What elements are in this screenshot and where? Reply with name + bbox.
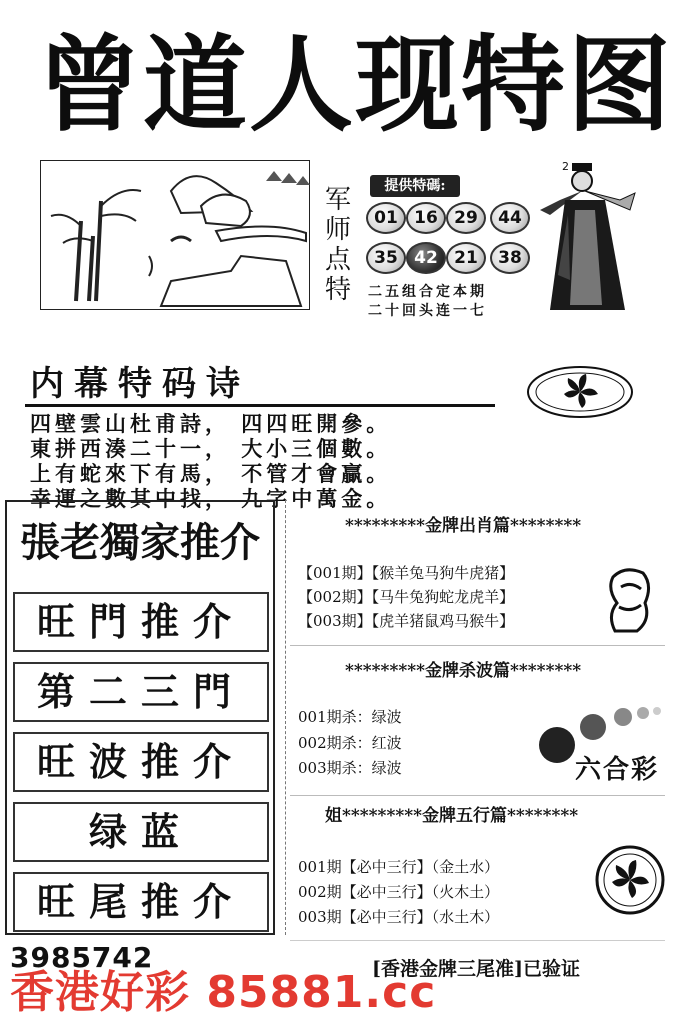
page-title: 曾道人现特图: [36, 23, 673, 146]
wave-entry: 001期杀：绿波: [298, 708, 402, 726]
bauhinia-emblem-bottom: [595, 845, 665, 915]
poem-line: 東拼西湊二十一， 大小三個數。: [30, 436, 392, 461]
elements-entry: 001期【必中三行】（金土水）: [298, 858, 500, 876]
zodiac-entry: 【003期】【虎羊猪鼠鸡马猴牛】: [298, 612, 515, 630]
wave-section-title: *********金牌杀波篇********: [345, 661, 582, 681]
hint-line: 二五组合定本期: [368, 284, 487, 300]
robed-figure-icon: [530, 155, 640, 315]
number-ball: 01: [366, 202, 406, 234]
poem-line: 幸運之數其中找， 九字中萬金。: [30, 486, 392, 511]
elements-section-title: 姐*********金牌五行篇********: [325, 806, 579, 826]
scenery-illustration: [40, 160, 310, 310]
recommendation-header: 張老獨家推介: [20, 519, 260, 566]
elements-entry: 003期【必中三行】（水土木）: [298, 908, 500, 926]
poem-title: 内幕特码诗: [30, 364, 250, 404]
landscape-drawing: [41, 161, 311, 311]
page-number: 2: [562, 160, 569, 173]
recommend-box: 旺尾推介: [13, 872, 269, 932]
hint-line: 二十回头连一七: [368, 303, 487, 319]
site-watermark: 香港好彩 85881.cc: [10, 967, 437, 1018]
bauhinia-icon: [595, 845, 665, 915]
poem-title-underline: [25, 404, 495, 407]
section-divider: [290, 795, 665, 796]
verified-tail-title: [香港金牌三尾准]已验证: [372, 958, 580, 980]
elements-entry: 002期【必中三行】（火木土）: [298, 883, 500, 901]
number-ball: 16: [406, 202, 446, 234]
section-divider: [290, 645, 665, 646]
number-ball: 38: [490, 242, 530, 274]
recommend-box: 旺波推介: [13, 732, 269, 792]
section-divider: [290, 940, 665, 941]
poem-line: 上有蛇來下有馬， 不管才會贏。: [30, 461, 392, 486]
advisor-vertical-label: [318, 185, 358, 305]
zodiac-entry: 【002期】【马牛兔狗蛇龙虎羊】: [298, 588, 515, 606]
zodiac-animal-icon: [605, 565, 655, 635]
wave-entry: 003期杀：绿波: [298, 759, 402, 777]
wave-entry: 002期杀：红波: [298, 734, 402, 752]
mark-six-logo: 六合彩: [575, 755, 660, 785]
number-ball-highlight: 42: [406, 242, 446, 274]
recommend-box: 第二三門: [13, 662, 269, 722]
number-ball: 44: [490, 202, 530, 234]
recommend-box: 旺門推介: [13, 592, 269, 652]
zodiac-section-title: *********金牌出肖篇********: [345, 516, 582, 536]
provide-special-code-badge: 提供特碼:: [370, 175, 460, 197]
number-ball: 29: [446, 202, 486, 234]
phone-number: 3985742: [10, 941, 154, 974]
recommend-box: 绿蓝: [13, 802, 269, 862]
poem-line: 四壁雲山杜甫詩， 四四旺開參。: [30, 411, 392, 436]
taoist-figure-image: [530, 155, 640, 315]
advisor-label-text: 军 师 点 特: [324, 185, 351, 305]
number-ball: 21: [446, 242, 486, 274]
number-ball: 35: [366, 242, 406, 274]
dragon-icon: [605, 565, 655, 635]
zodiac-entry: 【001期】【猴羊兔马狗牛虎猪】: [298, 564, 515, 582]
